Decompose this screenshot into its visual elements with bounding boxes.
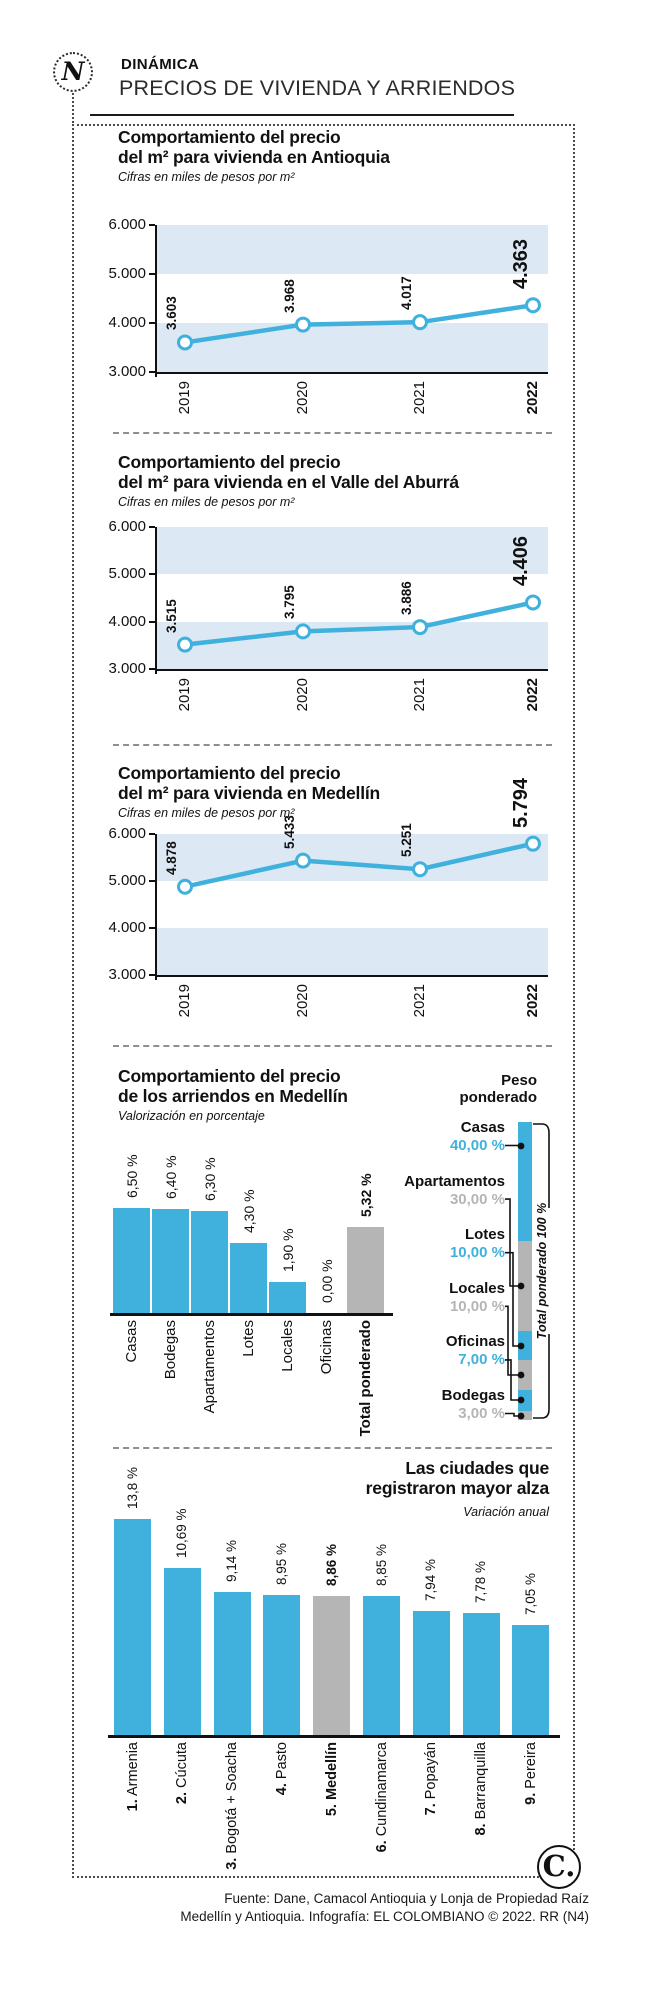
- arriendos_medellin-bar-4: [269, 1282, 306, 1313]
- ciudades_mayor_alza-value-label: 8,86 %: [323, 1544, 339, 1587]
- medellin-ytick-label: 6.000: [108, 825, 146, 842]
- ciudades_mayor_alza-city-label: 8. Barranquilla: [473, 1742, 490, 1836]
- antioquia-value-label: 3.603: [164, 296, 179, 331]
- antioquia-year-label: 2021: [411, 381, 428, 415]
- arriendos_medellin-value-label: 4,30 %: [240, 1189, 257, 1234]
- arriendos_medellin-value-label: 5,32 %: [357, 1173, 374, 1217]
- ciudades_mayor_alza-subtitle: Variación anual: [463, 1505, 549, 1519]
- medellin-point-2022: [527, 837, 540, 850]
- peso_ponderado-bracket-label: Total ponderado 100 %: [535, 1202, 549, 1340]
- ciudades_mayor_alza-city-label: 2. Cúcuta: [174, 1742, 191, 1805]
- source-line-2: Medellín y Antioquia. Infografía: EL COLOMBIANO © 2022. RR (N4): [180, 1908, 589, 1924]
- medellin-point-2019: [179, 880, 192, 893]
- ciudades_mayor_alza-bar-1: [164, 1568, 201, 1735]
- valle_aburra-point-2022: [527, 596, 540, 609]
- ciudades_mayor_alza-city-label: 5. Medellín: [323, 1742, 340, 1817]
- ciudades_mayor_alza-value-label: 8,95 %: [273, 1542, 289, 1585]
- antioquia-point-2021: [414, 316, 427, 329]
- antioquia-ytick-label: 4.000: [108, 314, 146, 331]
- valle_aburra-value-label-final: 4.406: [510, 536, 532, 587]
- valle_aburra-year-label: 2021: [411, 678, 428, 712]
- peso_ponderado-callouts: [380, 1110, 560, 1430]
- peso_ponderado-label-pct: 10,00 %: [449, 1297, 505, 1315]
- ciudades_mayor_alza-value-label: 10,69 %: [174, 1508, 190, 1558]
- medellin-value-label: 5.251: [399, 823, 414, 858]
- arriendos_medellin-title: Comportamiento del precio: [118, 1066, 341, 1086]
- antioquia-ytick-label: 5.000: [108, 265, 146, 282]
- valle_aburra-year-label: 2022: [524, 678, 541, 712]
- arriendos_medellin-value-label: 1,90 %: [279, 1228, 296, 1273]
- medellin-year-label: 2020: [294, 984, 311, 1018]
- peso_ponderado-label-name: Casas: [460, 1119, 505, 1136]
- medellin-value-label: 4.878: [164, 840, 179, 875]
- arriendos_medellin-bar-2: [191, 1211, 228, 1313]
- valle_aburra-year-label: 2019: [176, 678, 193, 712]
- page-title: PRECIOS DE VIVIENDA Y ARRIENDOS: [119, 76, 516, 100]
- ciudades_mayor_alza-bar-2: [214, 1592, 251, 1735]
- ciudades_mayor_alza-value-label: 7,94 %: [423, 1558, 439, 1601]
- peso_ponderado-title: Peso: [501, 1072, 537, 1089]
- ciudades_mayor_alza-city-label: 4. Pasto: [273, 1742, 290, 1796]
- valle_aburra-ytick-label: 5.000: [108, 565, 146, 583]
- medellin-subtitle: Cifras en miles de pesos por m²: [118, 806, 295, 820]
- valle_aburra-title: Comportamiento del precio: [118, 452, 341, 472]
- antioquia-line-plot: [157, 205, 548, 392]
- ciudades_mayor_alza-value-label: 13,8 %: [124, 1466, 140, 1510]
- arriendos_medellin-category-label: Apartamentos: [200, 1320, 218, 1414]
- peso_ponderado-label-pct: 40,00 %: [449, 1137, 505, 1154]
- arriendos_medellin-category-label: Bodegas: [161, 1320, 179, 1380]
- valle_aburra-value-label: 3.795: [282, 585, 297, 620]
- ciudades_mayor_alza-city-label: 6. Cundinamarca: [373, 1742, 390, 1853]
- ciudades_mayor_alza-value-label: 9,14 %: [224, 1539, 240, 1582]
- ciudades_mayor_alza-bar-3: [263, 1595, 300, 1735]
- medellin-title: del m² para vivienda en Medellín: [118, 783, 381, 803]
- peso_ponderado-label-pct: 3,00 %: [458, 1405, 505, 1422]
- peso_ponderado-label-name: Apartamentos: [404, 1172, 505, 1190]
- valle_aburra-ytick-label: 3.000: [108, 660, 146, 677]
- antioquia-title: Comportamiento del precio: [118, 127, 341, 147]
- valle_aburra-subtitle: Cifras en miles de pesos por m²: [118, 495, 295, 509]
- medellin-value-label: 5.433: [282, 814, 297, 849]
- medellin-value-label-final: 5.794: [510, 777, 532, 828]
- medellin-year-label: 2019: [176, 984, 193, 1018]
- ciudades_mayor_alza-value-label: 8,85 %: [373, 1544, 389, 1587]
- section-kicker: DINÁMICA: [121, 56, 200, 73]
- antioquia-title: del m² para vivienda en Antioquia: [118, 147, 390, 167]
- medellin-title: Comportamiento del precio: [118, 763, 341, 783]
- ciudades_mayor_alza-title: Las ciudades que: [405, 1458, 549, 1478]
- arriendos_medellin-value-label: 6,50 %: [123, 1154, 140, 1198]
- ciudades_mayor_alza-city-label: 7. Popayán: [423, 1742, 440, 1816]
- n-logo-letter: N: [61, 57, 85, 86]
- peso_ponderado-label-pct: 10,00 %: [449, 1244, 505, 1262]
- source-credit: [100, 1890, 589, 1925]
- ciudades_mayor_alza-bar-8: [512, 1625, 549, 1735]
- arriendos_medellin-category-label: Casas: [122, 1320, 140, 1363]
- arriendos_medellin-bar-1: [152, 1209, 189, 1313]
- antioquia-ytick-label: 3.000: [108, 363, 146, 380]
- medellin-ytick-label: 5.000: [108, 872, 146, 889]
- peso_ponderado-label-pct: 7,00 %: [458, 1351, 505, 1369]
- antioquia-year-label: 2020: [294, 381, 311, 415]
- ciudades_mayor_alza-bar-5: [363, 1596, 400, 1735]
- valle_aburra-year-label: 2020: [294, 678, 311, 712]
- medellin-point-2021: [414, 863, 427, 876]
- medellin-ytick-label: 3.000: [108, 966, 146, 983]
- valle_aburra-value-label: 3.886: [399, 581, 414, 616]
- ciudades_mayor_alza-city-label: 1. Armenia: [124, 1742, 141, 1812]
- antioquia-value-label-final: 4.363: [510, 239, 532, 290]
- arriendos_medellin-value-label: 6,40 %: [162, 1155, 179, 1200]
- arriendos_medellin-value-label: 6,30 %: [201, 1157, 218, 1201]
- arriendos_medellin-subtitle: Valorización en porcentaje: [118, 1109, 265, 1123]
- antioquia-value-label: 3.968: [282, 278, 297, 313]
- valle_aburra-point-2020: [297, 625, 310, 638]
- medellin-point-2020: [297, 854, 310, 867]
- peso_ponderado-label-name: Bodegas: [441, 1387, 505, 1404]
- ciudades_mayor_alza-bar-7: [463, 1613, 500, 1735]
- valle_aburra-point-2019: [179, 638, 192, 651]
- valle_aburra-point-2021: [414, 621, 427, 634]
- arriendos_medellin-category-label: Locales: [278, 1320, 296, 1372]
- ciudades_mayor_alza-bar-0: [114, 1519, 151, 1735]
- c-logo-letter: C.: [542, 1849, 576, 1883]
- medellin-ytick-label: 4.000: [108, 919, 146, 936]
- arriendos_medellin-bar-0: [113, 1208, 150, 1313]
- arriendos_medellin-value-label: 0,00 %: [318, 1259, 335, 1303]
- peso_ponderado-label-name: Oficinas: [445, 1333, 505, 1351]
- peso_ponderado-title: ponderado: [459, 1089, 537, 1106]
- arriendos_medellin-category-label: Lotes: [239, 1320, 257, 1357]
- antioquia-year-label: 2022: [524, 381, 541, 415]
- ciudades_mayor_alza-bar-6: [413, 1611, 450, 1735]
- arriendos_medellin-category-label: Oficinas: [317, 1320, 335, 1375]
- medellin-year-label: 2022: [524, 984, 541, 1018]
- valle_aburra-ytick-label: 6.000: [108, 518, 146, 535]
- peso_ponderado-label-name: Locales: [449, 1279, 505, 1297]
- antioquia-ytick-label: 6.000: [108, 216, 146, 233]
- antioquia-point-2022: [527, 299, 540, 312]
- peso_ponderado-label-pct: 30,00 %: [449, 1190, 505, 1208]
- valle_aburra-value-label: 3.515: [164, 598, 179, 633]
- ciudades_mayor_alza-title: registraron mayor alza: [365, 1478, 549, 1498]
- arriendos_medellin-title: de los arriendos en Medellín: [118, 1086, 348, 1106]
- source-line-1: Fuente: Dane, Camacol Antioquia y Lonja de Propiedad Raíz: [224, 1891, 589, 1906]
- antioquia-year-label: 2019: [176, 381, 193, 415]
- antioquia-subtitle: Cifras en miles de pesos por m²: [118, 170, 295, 184]
- antioquia-point-2019: [179, 336, 192, 349]
- el-colombiano-logo: [537, 1845, 581, 1889]
- arriendos_medellin-category-label: Total ponderado: [356, 1320, 374, 1437]
- ciudades_mayor_alza-value-label: 7,05 %: [522, 1572, 538, 1615]
- valle_aburra-title: del m² para vivienda en el Valle del Aburrá: [118, 472, 459, 492]
- ciudades_mayor_alza-baseline: [108, 1735, 560, 1738]
- medellin-year-label: 2021: [411, 984, 428, 1018]
- newspaper-section-logo: [53, 52, 93, 92]
- arriendos_medellin-bar-3: [230, 1243, 267, 1313]
- peso_ponderado-label-name: Lotes: [464, 1226, 505, 1244]
- arriendos_medellin-baseline: [110, 1313, 393, 1316]
- valle_aburra-ytick-label: 4.000: [108, 612, 146, 630]
- ciudades_mayor_alza-value-label: 7,78 %: [473, 1561, 489, 1604]
- antioquia-point-2020: [297, 318, 310, 331]
- antioquia-value-label: 4.017: [399, 276, 414, 311]
- ciudades_mayor_alza-bar-4: [313, 1596, 350, 1735]
- ciudades_mayor_alza-city-label: 9. Pereira: [522, 1742, 539, 1805]
- medellin-line-plot: [157, 814, 548, 995]
- ciudades_mayor_alza-city-label: 3. Bogotá + Soacha: [224, 1742, 241, 1870]
- valle_aburra-line-plot: [157, 507, 548, 689]
